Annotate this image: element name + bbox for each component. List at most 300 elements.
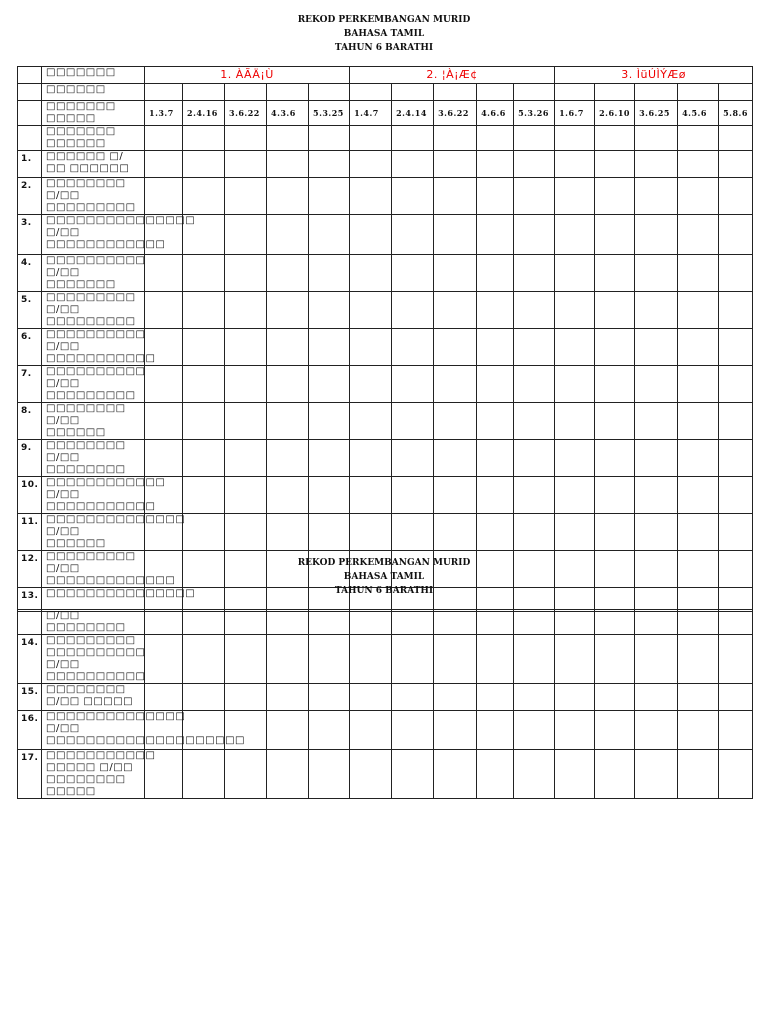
score-cell (678, 366, 719, 403)
score-cell (145, 366, 183, 403)
student-name: □□□□□□□□□□□ □□□□□ □/□□ □□□□□□□□ □□□□□ (42, 750, 145, 799)
table-row (18, 101, 753, 126)
score-cell (719, 403, 753, 440)
score-cell (514, 684, 555, 711)
score-cell (555, 610, 595, 635)
score-cell (477, 610, 514, 635)
table-cell (18, 84, 42, 101)
score-cell (678, 750, 719, 799)
score-cell (183, 440, 225, 477)
score-cell (434, 750, 477, 799)
score-cell (514, 635, 555, 684)
student-name: □□□□□□□□ □/□□ □□□□□□ (42, 403, 145, 440)
table-row (18, 255, 753, 292)
score-cell (434, 403, 477, 440)
score-cell (555, 635, 595, 684)
score-cell (183, 292, 225, 329)
score-cell (145, 292, 183, 329)
score-cell (392, 440, 434, 477)
score-cell (477, 215, 514, 255)
header-title: REKOD PERKEMBANGAN MURID (297, 15, 471, 25)
score-cell (595, 514, 635, 551)
group-header: 2. ¦À¡Æ¢ (350, 67, 555, 84)
table-row (18, 750, 753, 799)
score-cell (350, 403, 392, 440)
table-cell (719, 126, 753, 151)
score-cell (477, 292, 514, 329)
student-name: □□□□□□□□ □/□□ □□□□□ (42, 684, 145, 711)
score-cell (678, 477, 719, 514)
score-cell (477, 329, 514, 366)
table-cell (267, 84, 309, 101)
score-cell (555, 684, 595, 711)
score-cell (555, 292, 595, 329)
score-cell (225, 610, 267, 635)
score-cell (434, 255, 477, 292)
score-cell (635, 514, 678, 551)
table-cell (477, 84, 514, 101)
score-cell (309, 610, 350, 635)
group-header: 1. ÀÃÄ¡Ù (145, 67, 350, 84)
score-cell (635, 329, 678, 366)
score-cell (183, 151, 225, 178)
score-cell (719, 366, 753, 403)
score-cell (392, 255, 434, 292)
score-cell (635, 477, 678, 514)
table-cell (225, 126, 267, 151)
score-cell (719, 178, 753, 215)
score-cell (392, 151, 434, 178)
score-cell (477, 635, 514, 684)
score-cell (392, 403, 434, 440)
student-number: 7. (18, 366, 42, 403)
score-cell (678, 403, 719, 440)
score-cell (350, 329, 392, 366)
score-cell (225, 514, 267, 551)
score-cell (678, 514, 719, 551)
score-cell (183, 635, 225, 684)
score-cell (514, 403, 555, 440)
score-cell (434, 610, 477, 635)
table-cell (595, 126, 635, 151)
table-cell (225, 84, 267, 101)
score-cell (477, 255, 514, 292)
score-cell (635, 610, 678, 635)
standard-code: 3.6.22 (434, 101, 477, 126)
score-cell (309, 477, 350, 514)
score-cell (392, 711, 434, 750)
score-cell (719, 440, 753, 477)
score-cell (350, 750, 392, 799)
score-cell (183, 366, 225, 403)
score-cell (514, 610, 555, 635)
score-cell (514, 255, 555, 292)
score-cell (555, 151, 595, 178)
score-cell (350, 711, 392, 750)
score-cell (434, 366, 477, 403)
table-row (18, 684, 753, 711)
table-cell (434, 126, 477, 151)
table-cell (477, 126, 514, 151)
score-cell (514, 440, 555, 477)
score-cell (267, 329, 309, 366)
table-cell (145, 126, 183, 151)
score-cell (267, 610, 309, 635)
score-cell (392, 215, 434, 255)
table-cell (635, 84, 678, 101)
student-name: □□□□□□□□□□ □/□□ □□□□□□□□□□□ (42, 329, 145, 366)
student-number: 12. (18, 551, 42, 588)
score-cell (350, 255, 392, 292)
score-cell (145, 440, 183, 477)
student-name: □□□□□□ □/□□ □□□□□□ (42, 151, 145, 178)
score-cell (719, 477, 753, 514)
table-cell (719, 84, 753, 101)
table-row (18, 514, 753, 551)
table-cell (392, 84, 434, 101)
student-name: □□□□□□□□□□□□□□ □/□□ □□□□□□ (42, 514, 145, 551)
table-row (18, 403, 753, 440)
score-cell (595, 711, 635, 750)
student-number: 10. (18, 477, 42, 514)
table-cell (145, 84, 183, 101)
score-cell (309, 440, 350, 477)
score-cell (514, 477, 555, 514)
score-cell (514, 151, 555, 178)
score-cell (635, 178, 678, 215)
score-cell (434, 440, 477, 477)
score-cell (392, 750, 434, 799)
score-cell (434, 215, 477, 255)
score-cell (145, 403, 183, 440)
score-cell (350, 514, 392, 551)
standard-code: 1.6.7 (555, 101, 595, 126)
score-cell (635, 151, 678, 178)
score-cell (719, 514, 753, 551)
score-cell (477, 711, 514, 750)
score-cell (477, 366, 514, 403)
student-number: 11. (18, 514, 42, 551)
score-cell (309, 215, 350, 255)
score-cell (595, 366, 635, 403)
score-cell (225, 635, 267, 684)
row-label: □□□□□□ (42, 84, 145, 101)
score-cell (183, 255, 225, 292)
score-cell (350, 366, 392, 403)
score-cell (225, 215, 267, 255)
student-number: 6. (18, 329, 42, 366)
score-cell (678, 178, 719, 215)
score-cell (595, 635, 635, 684)
score-cell (635, 366, 678, 403)
score-cell (719, 329, 753, 366)
score-cell (678, 711, 719, 750)
score-cell (350, 292, 392, 329)
group-header: 3. ÌüÚÌÝÆø (555, 67, 753, 84)
score-cell (678, 329, 719, 366)
score-cell (309, 329, 350, 366)
row-label: □□□□□□□ (42, 67, 145, 84)
score-cell (555, 178, 595, 215)
header-title: REKOD PERKEMBANGAN MURID (297, 558, 471, 568)
table-cell (183, 84, 225, 101)
header-class: TAHUN 6 BARATHI (334, 43, 434, 53)
score-cell (434, 477, 477, 514)
score-cell (595, 151, 635, 178)
score-cell (145, 684, 183, 711)
score-cell (635, 711, 678, 750)
table-cell (309, 126, 350, 151)
score-cell (595, 292, 635, 329)
score-cell (267, 635, 309, 684)
score-cell (678, 151, 719, 178)
score-cell (392, 684, 434, 711)
score-cell (183, 178, 225, 215)
standard-code: 5.3.25 (309, 101, 350, 126)
standard-code: 3.6.25 (635, 101, 678, 126)
score-cell (309, 151, 350, 178)
score-cell (183, 514, 225, 551)
table-row (18, 126, 753, 151)
score-cell (350, 440, 392, 477)
score-cell (719, 151, 753, 178)
score-cell (267, 514, 309, 551)
score-cell (635, 750, 678, 799)
score-cell (350, 610, 392, 635)
student-name: □□□□□□□□□ □□□□□□□□□□ □/□□ □□□□□□□□□□ (42, 635, 145, 684)
score-cell (514, 178, 555, 215)
score-cell (434, 151, 477, 178)
table-row (18, 329, 753, 366)
score-cell (225, 684, 267, 711)
student-number: 1. (18, 151, 42, 178)
score-cell (635, 215, 678, 255)
header-subject: BAHASA TAMIL (343, 572, 425, 582)
student-number: 13. (18, 588, 42, 612)
student-number: 8. (18, 403, 42, 440)
score-cell (225, 255, 267, 292)
score-cell (514, 329, 555, 366)
score-cell (595, 178, 635, 215)
student-name: □□□□□□□□□□□□□□□ □/□□ □□□□□□□□□□□□ (42, 215, 145, 255)
student-name: □□□□□□□□□ □/□□ □□□□□□□□□□□□□ (42, 551, 145, 588)
table-cell (18, 126, 42, 151)
score-cell (719, 684, 753, 711)
standard-code: 2.4.16 (183, 101, 225, 126)
score-cell (183, 684, 225, 711)
student-number: 4. (18, 255, 42, 292)
score-cell (309, 711, 350, 750)
score-cell (678, 610, 719, 635)
score-cell (595, 255, 635, 292)
standard-code: 3.6.22 (225, 101, 267, 126)
table-cell (555, 126, 595, 151)
student-name: □□□□□□□□□□□□ □/□□ □□□□□□□□□□□ (42, 477, 145, 514)
score-cell (309, 366, 350, 403)
score-cell (309, 514, 350, 551)
table-cell (595, 84, 635, 101)
table-cell (514, 126, 555, 151)
score-cell (595, 403, 635, 440)
table-row (18, 366, 753, 403)
document-header-2 (0, 556, 768, 598)
score-cell (309, 178, 350, 215)
table-row (18, 610, 753, 635)
student-number: 16. (18, 711, 42, 750)
table-cell (678, 126, 719, 151)
score-cell (434, 711, 477, 750)
score-cell (350, 684, 392, 711)
document-header (0, 13, 768, 55)
score-cell (267, 684, 309, 711)
table-row (18, 440, 753, 477)
score-cell (267, 215, 309, 255)
score-cell (309, 750, 350, 799)
student-name: □□□□□□□□□□ □/□□ □□□□□□□ (42, 255, 145, 292)
table-cell (635, 126, 678, 151)
student-number: 5. (18, 292, 42, 329)
standard-code: 5.3.26 (514, 101, 555, 126)
standard-code: 2.6.10 (595, 101, 635, 126)
student-name: □□□□□□□□ □/□□ □□□□□□□□□ (42, 178, 145, 215)
score-cell (309, 403, 350, 440)
score-cell (477, 151, 514, 178)
score-cell (555, 477, 595, 514)
table-row (18, 711, 753, 750)
score-cell (477, 178, 514, 215)
score-cell (555, 711, 595, 750)
score-cell (555, 514, 595, 551)
score-cell (595, 215, 635, 255)
score-cell (555, 403, 595, 440)
score-cell (350, 178, 392, 215)
table-row (18, 178, 753, 215)
score-cell (477, 403, 514, 440)
score-cell (225, 292, 267, 329)
score-cell (678, 255, 719, 292)
score-cell (145, 151, 183, 178)
score-cell (719, 255, 753, 292)
score-cell (434, 514, 477, 551)
score-cell (477, 750, 514, 799)
score-cell (392, 477, 434, 514)
score-cell (514, 514, 555, 551)
score-cell (267, 178, 309, 215)
score-cell (719, 610, 753, 635)
score-cell (309, 255, 350, 292)
score-cell (183, 750, 225, 799)
score-cell (225, 178, 267, 215)
score-cell (309, 635, 350, 684)
score-cell (267, 440, 309, 477)
standard-code: 4.6.6 (477, 101, 514, 126)
score-cell (514, 750, 555, 799)
score-cell (595, 477, 635, 514)
student-name: □/□□ □□□□□□□□ (42, 610, 145, 635)
score-cell (225, 151, 267, 178)
standard-code: 4.5.6 (678, 101, 719, 126)
score-cell (225, 440, 267, 477)
score-cell (595, 684, 635, 711)
score-cell (514, 292, 555, 329)
score-cell (514, 215, 555, 255)
score-cell (635, 635, 678, 684)
score-cell (477, 477, 514, 514)
progress-table-continued (17, 609, 753, 799)
score-cell (434, 178, 477, 215)
score-cell (392, 635, 434, 684)
table-cell (309, 84, 350, 101)
score-cell (678, 440, 719, 477)
score-cell (267, 151, 309, 178)
score-cell (719, 215, 753, 255)
table-row (18, 292, 753, 329)
score-cell (392, 292, 434, 329)
progress-table (17, 66, 753, 612)
score-cell (555, 750, 595, 799)
score-cell (309, 292, 350, 329)
score-cell (595, 750, 635, 799)
score-cell (225, 329, 267, 366)
standard-code: 4.3.6 (267, 101, 309, 126)
student-number: 17. (18, 750, 42, 799)
score-cell (267, 477, 309, 514)
score-cell (514, 711, 555, 750)
table-cell (18, 67, 42, 84)
student-number: 9. (18, 440, 42, 477)
table-row (18, 215, 753, 255)
table-cell (434, 84, 477, 101)
score-cell (434, 329, 477, 366)
score-cell (145, 610, 183, 635)
score-cell (678, 292, 719, 329)
score-cell (635, 440, 678, 477)
standard-code: 5.8.6 (719, 101, 753, 126)
score-cell (267, 255, 309, 292)
score-cell (477, 684, 514, 711)
score-cell (477, 514, 514, 551)
score-cell (145, 255, 183, 292)
table-cell (350, 84, 392, 101)
table-row (18, 84, 753, 101)
score-cell (183, 329, 225, 366)
score-cell (309, 684, 350, 711)
score-cell (635, 292, 678, 329)
score-cell (267, 366, 309, 403)
score-cell (350, 151, 392, 178)
score-cell (183, 610, 225, 635)
score-cell (225, 750, 267, 799)
score-cell (555, 329, 595, 366)
score-cell (267, 711, 309, 750)
score-cell (434, 292, 477, 329)
score-cell (145, 635, 183, 684)
score-cell (555, 440, 595, 477)
score-cell (635, 684, 678, 711)
standard-code: 1.3.7 (145, 101, 183, 126)
score-cell (719, 750, 753, 799)
table-cell (350, 126, 392, 151)
score-cell (392, 514, 434, 551)
score-cell (350, 635, 392, 684)
score-cell (719, 711, 753, 750)
score-cell (267, 403, 309, 440)
score-cell (267, 750, 309, 799)
score-cell (555, 255, 595, 292)
table-cell (678, 84, 719, 101)
student-name: □□□□□□□□□□□□□□□ (42, 588, 145, 612)
table-cell (392, 126, 434, 151)
